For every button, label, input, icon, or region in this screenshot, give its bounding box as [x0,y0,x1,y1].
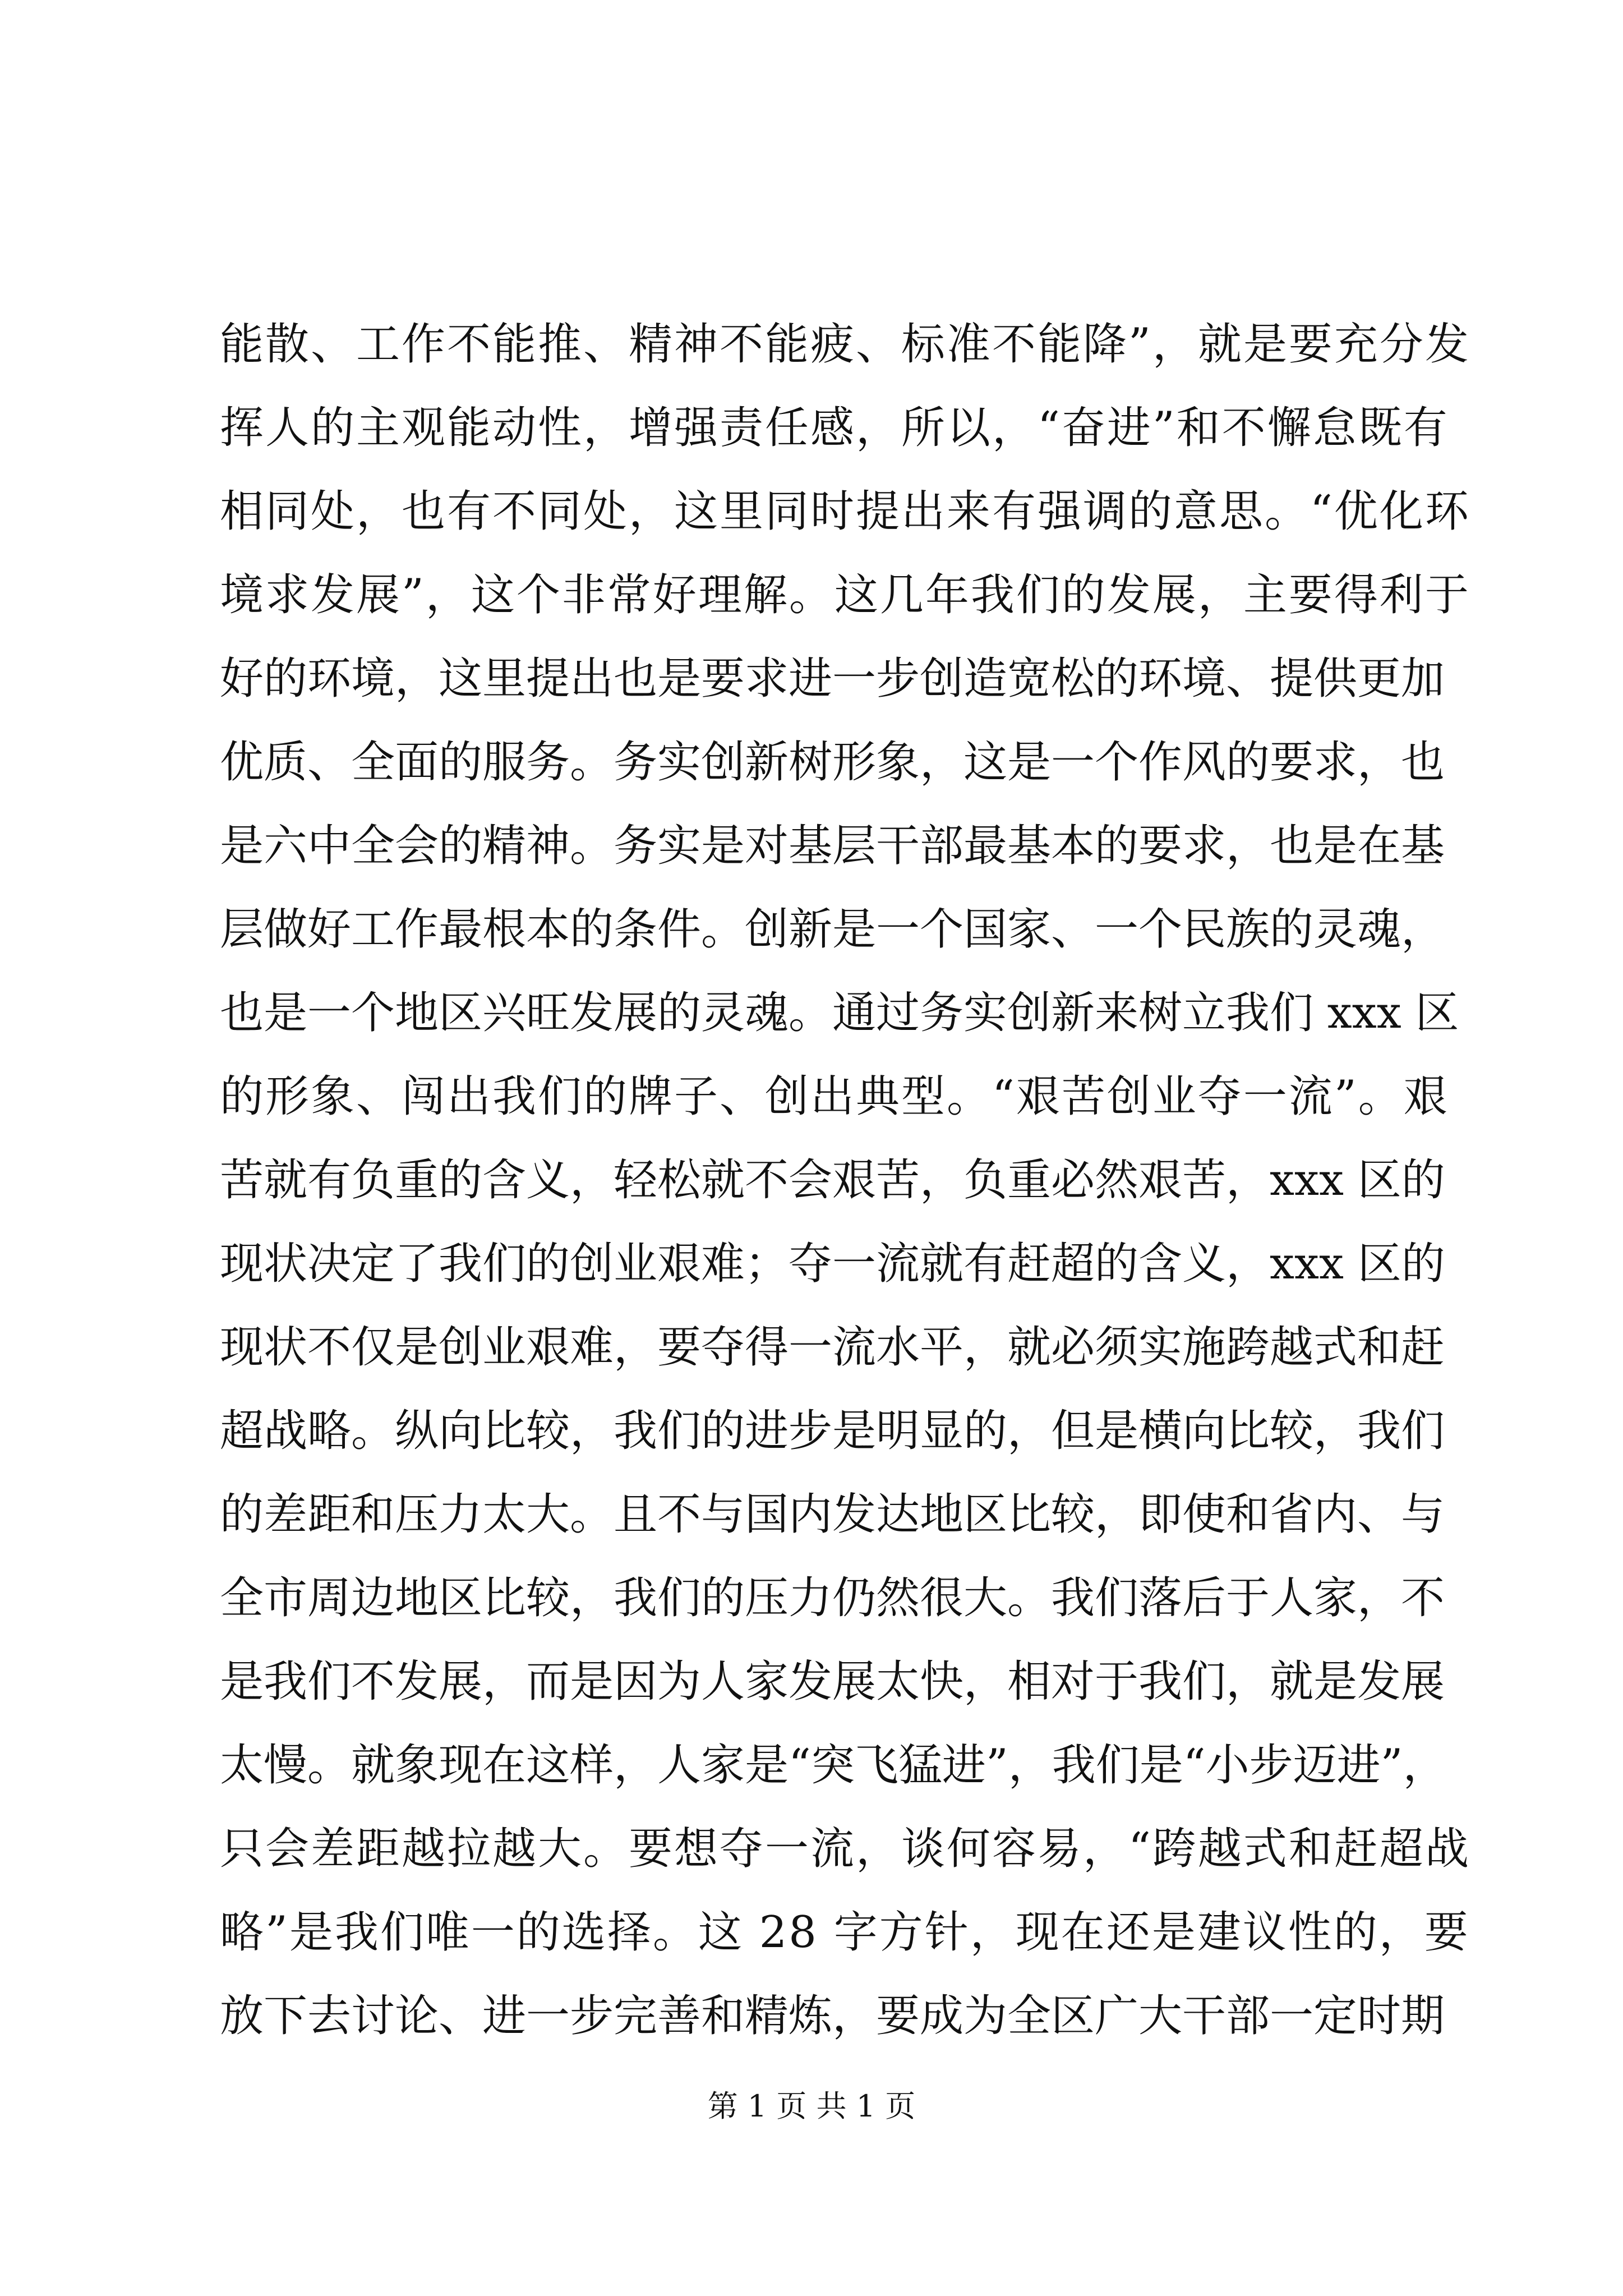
text-line: 层做好工作最根本的条件。创新是一个国家、一个民族的灵魂， [220,904,1445,955]
text-line: 太慢。就象现在这样，人家是“突飞猛进”，我们是“小步迈进”， [220,1740,1447,1791]
text-line: 苦就有负重的含义，轻松就不会艰苦，负重必然艰苦，xxx 区的 [220,1155,1445,1205]
body-text [220,303,1482,2058]
text-line: 只会差距越拉越大。要想夺一流，谈何容易，“跨越式和赶超战 [220,1824,1470,1874]
page-footer [0,2087,1623,2126]
text-line: 境求发展”，这个非常好理解。这几年我们的发展，主要得利于 [220,570,1470,620]
text-line: 略”是我们唯一的选择。这 28 字方针，现在还是建议性的，要 [220,1907,1470,1958]
text-line: 优质、全面的服务。务实创新树形象，这是一个作风的要求，也 [220,737,1445,788]
text-line: 挥人的主观能动性，增强责任感，所以，“奋进”和不懈怠既有 [220,403,1449,453]
text-line: 是我们不发展，而是因为人家发展太快，相对于我们，就是发展 [220,1657,1445,1707]
text-line: 是六中全会的精神。务实是对基层干部最基本的要求，也是在基 [220,821,1445,871]
text-line: 现状决定了我们的创业艰难；夺一流就有赶超的含义，xxx 区的 [220,1239,1445,1289]
text-line: 的形象、闯出我们的牌子、创出典型。“艰苦创业夺一流”。艰 [220,1071,1449,1122]
text-line: 的差距和压力太大。且不与国内发达地区比较，即使和省内、与 [220,1489,1445,1540]
page-indicator: 第 1 页 共 1 页 [707,2088,916,2124]
text-line: 现状不仅是创业艰难，要夺得一流水平，就必须实施跨越式和赶 [220,1322,1445,1373]
text-line: 能散、工作不能推、精神不能疲、标准不能降”，就是要充分发 [220,319,1470,370]
text-line: 相同处，也有不同处，这里同时提出来有强调的意思。“优化环 [220,486,1470,537]
text-line: 好的环境，这里提出也是要求进一步创造宽松的环境、提供更加 [220,654,1445,704]
text-line: 超战略。纵向比较，我们的进步是明显的，但是横向比较，我们 [220,1406,1445,1456]
text-line: 放下去讨论、进一步完善和精炼，要成为全区广大干部一定时期 [220,1991,1445,2041]
text-line: 也是一个地区兴旺发展的灵魂。通过务实创新来树立我们 xxx 区 [220,988,1459,1038]
text-line: 全市周边地区比较，我们的压力仍然很大。我们落后于人家，不 [220,1573,1445,1623]
